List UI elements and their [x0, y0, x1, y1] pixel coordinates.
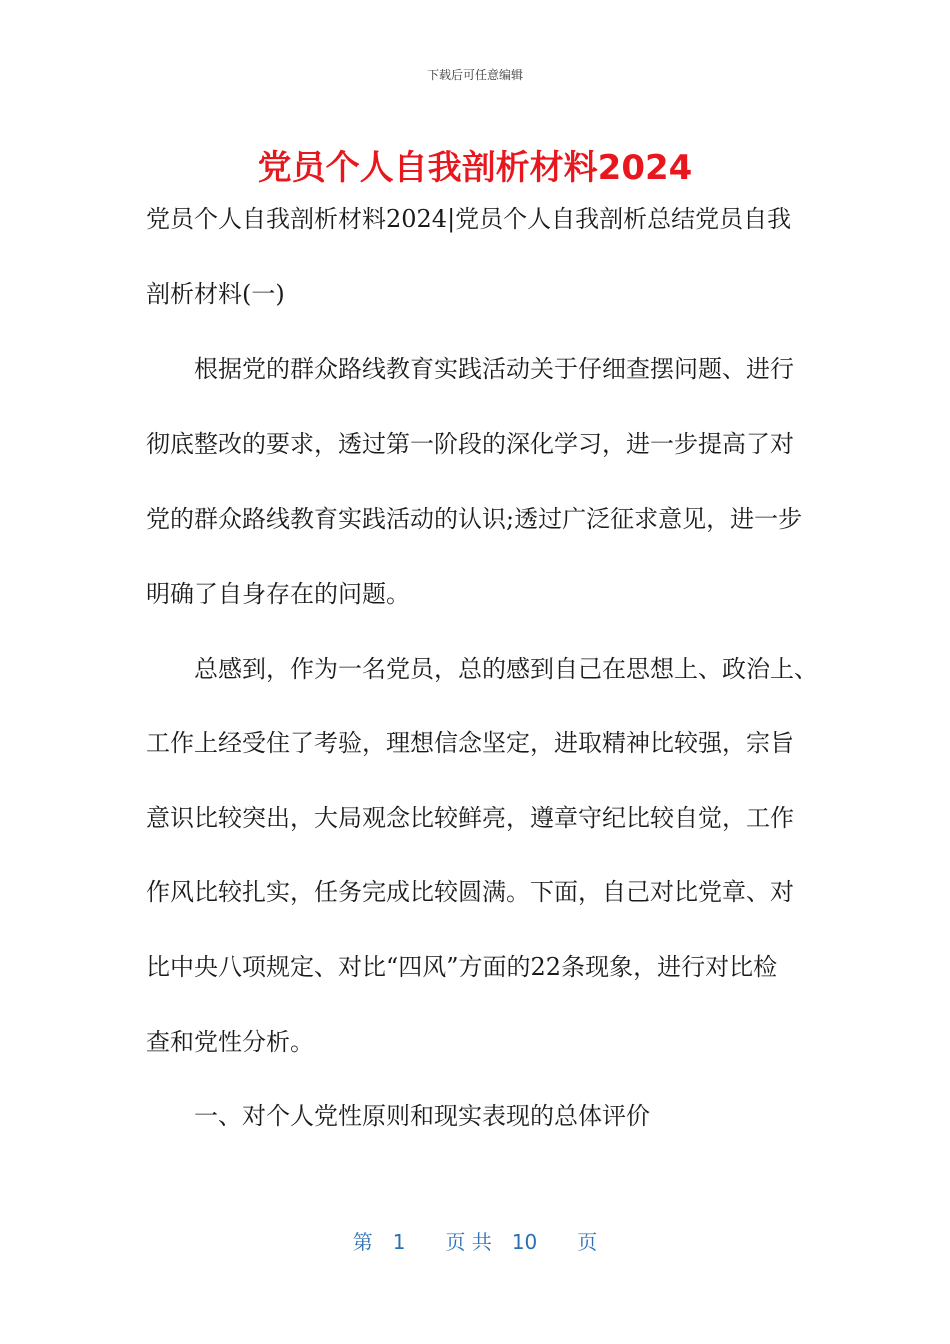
body-line: 明确了自身存在的问题。	[146, 580, 410, 608]
body-line: 彻底整改的要求，透过第一阶段的深化学习，进一步提高了对	[146, 430, 794, 458]
body-line: 一、对个人党性原则和现实表现的总体评价	[146, 1102, 650, 1130]
body-line: 剖析材料(一)	[146, 280, 285, 308]
body-line: 党员个人自我剖析材料2024|党员个人自我剖析总结党员自我	[146, 205, 792, 233]
body-line: 工作上经受住了考验，理想信念坚定，进取精神比较强，宗旨	[146, 729, 794, 757]
body-line: 意识比较突出，大局观念比较鲜亮，遵章守纪比较自觉，工作	[146, 804, 794, 832]
body-line: 根据党的群众路线教育实践活动关于仔细查摆问题、进行	[146, 355, 794, 383]
page-header-note: 下载后可任意编辑	[426, 68, 523, 82]
body-line: 作风比较扎实，任务完成比较圆满。下面，自己对比党章、对	[146, 878, 794, 906]
body-line: 党的群众路线教育实践活动的认识;透过广泛征求意见，进一步	[146, 505, 803, 533]
body-line: 总感到，作为一名党员，总的感到自己在思想上、政治上、	[146, 655, 818, 683]
document-title: 党员个人自我剖析材料2024	[257, 148, 693, 188]
body-line: 查和党性分析。	[146, 1028, 314, 1056]
page-number-footer: 第 1 页 共 10 页	[352, 1230, 598, 1254]
body-line: 比中央八项规定、对比“四风”方面的22条现象，进行对比检	[146, 953, 778, 981]
